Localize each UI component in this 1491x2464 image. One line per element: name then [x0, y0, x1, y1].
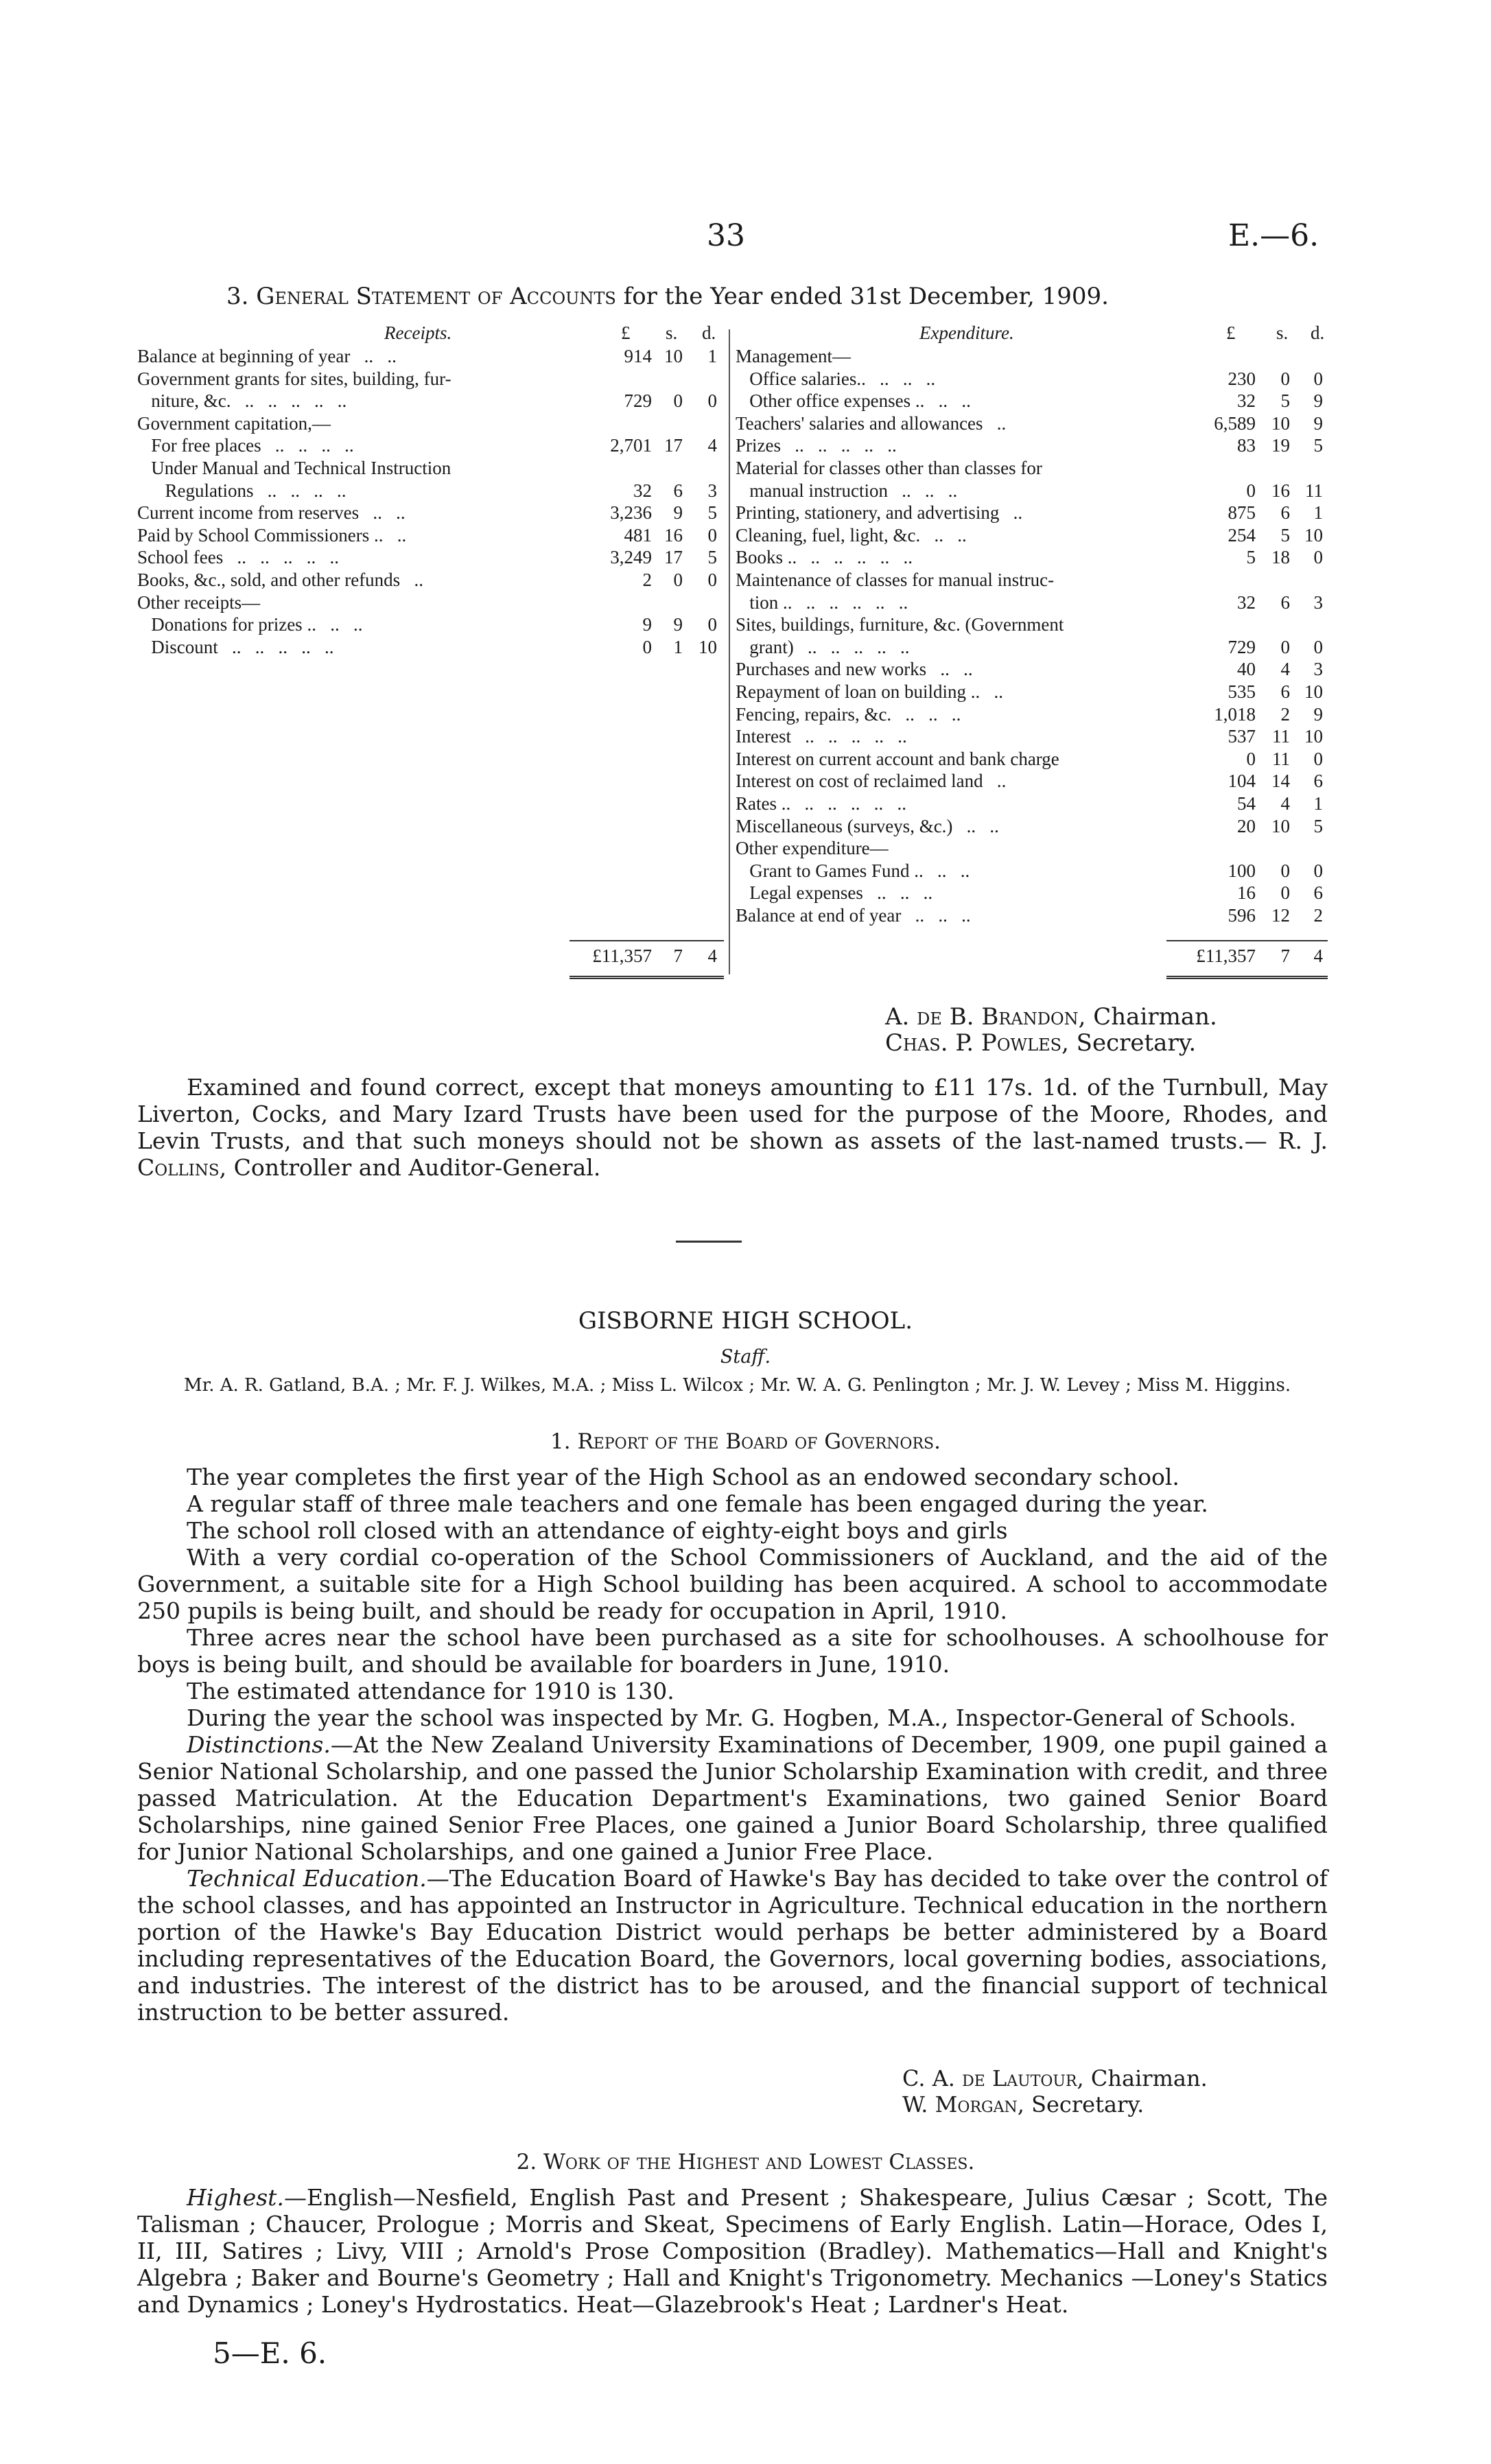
expenditure-pounds: 535	[1228, 681, 1256, 702]
expenditure-shillings: 4	[1280, 659, 1290, 680]
expenditure-shillings: 18	[1271, 547, 1290, 568]
report-body	[137, 1464, 1328, 2026]
school-secretary-name: W. Morgan	[902, 2091, 1018, 2117]
expenditure-pence: 6	[1313, 882, 1323, 904]
receipt-label: Government grants for sites, building, fur-	[137, 368, 451, 389]
expenditure-label: Interest .. .. .. .. ..	[736, 726, 907, 747]
receipts-total-rule-top	[570, 940, 724, 941]
receipts-total-rule-bottom	[570, 976, 724, 979]
expenditure-pounds: 0	[1246, 480, 1256, 501]
receipts-total-pence: 4	[707, 946, 717, 966]
expenditure-pence: 1	[1313, 793, 1323, 814]
highest-lead: Highest.	[187, 2184, 284, 2211]
expenditure-total-rule-bottom	[1166, 976, 1328, 979]
receipt-shillings: 9	[673, 502, 683, 524]
receipts-heading: Receipts.	[384, 322, 452, 343]
school-name: GISBORNE HIGH SCHOOL.	[578, 1307, 913, 1335]
expenditure-pence: 1	[1313, 502, 1323, 524]
expenditure-pence: 0	[1313, 748, 1323, 769]
expenditure-pounds: 54	[1237, 793, 1256, 814]
receipt-label: Discount .. .. .. .. ..	[137, 636, 334, 657]
expenditure-shillings: 14	[1271, 771, 1290, 792]
expenditure-label: Cleaning, fuel, light, &c. .. ..	[736, 524, 967, 545]
receipt-pounds: 32	[633, 480, 652, 501]
expenditure-shillings: 5	[1280, 390, 1290, 412]
expenditure-shillings: 6	[1280, 681, 1290, 702]
receipt-pence: 1	[707, 346, 717, 366]
expenditure-label: Purchases and new works .. ..	[736, 659, 973, 680]
receipt-label: Books, &c., sold, and other refunds ..	[137, 570, 423, 590]
expenditure-pence: 9	[1313, 703, 1323, 725]
work-heading: 2. Work of the Highest and Lowest Classes.	[516, 2150, 975, 2174]
receipt-pence: 0	[707, 390, 717, 412]
document-code: E.—6.	[1228, 218, 1319, 253]
expenditure-label: Interest on current account and bank charge	[736, 748, 1059, 769]
staff-list: Mr. A. R. Gatland, B.A. ; Mr. F. J. Wilkes, M.A. ; Miss L. Wilcox ; Mr. W. A. G. Penlington ; Mr. J. W. Levey ; Miss M. Higgins.	[184, 1375, 1291, 1396]
accounts-signature-chairman	[885, 1003, 1217, 1031]
report-paragraph: The school roll closed with an attendance of eighty-eight boys and girls	[187, 1517, 1008, 1544]
expenditure-pence: 0	[1313, 547, 1323, 568]
expenditure-pounds: 16	[1237, 882, 1256, 904]
highest-text: —English—Nesfield, English Past and Present ; Shakespeare, Julius Cæsar ; Scott, The Talisman ; Chaucer, Prologue ; Morris and Skeat, Specimens of Early English. Latin—Horace, Odes I, II, III, Satires ; Livy, VIII ; Arnold's Prose Composition (Bradley). Mathematics—Hall and Knight's Algebra ; Baker and Bourne's Geometry ; Hall and Knight's Trigonometry. Mechanics —Loney's Statics and Dynamics ; Loney's Hydrostatics. Heat—Glazebrook's Heat ; Lardner's Heat.	[137, 2184, 1328, 2318]
expenditure-label: Teachers' salaries and allowances ..	[736, 412, 1007, 434]
receipt-label: Regulations .. .. .. ..	[137, 480, 347, 501]
receipts-pounds-head: £	[621, 322, 631, 343]
expenditure-shillings: 0	[1280, 368, 1290, 389]
expenditure-shillings: 0	[1280, 860, 1290, 881]
receipt-pence: 0	[707, 570, 717, 590]
section-divider	[676, 1241, 742, 1243]
expenditure-label: Balance at end of year .. .. ..	[736, 905, 971, 926]
expenditure-pounds: 729	[1228, 636, 1256, 657]
expenditure-shillings: 10	[1271, 815, 1290, 836]
expenditure-label: Repayment of loan on building .. ..	[736, 681, 1003, 702]
expenditure-total-rule-top	[1166, 940, 1328, 941]
receipt-shillings: 0	[673, 570, 683, 590]
expenditure-shillings: 6	[1280, 502, 1290, 524]
accounts-title-prefix: 3. General Statement of Accounts	[226, 283, 616, 310]
expenditure-pence: 6	[1313, 771, 1323, 792]
receipts-total-pounds: £11,357	[592, 946, 652, 966]
expenditure-shillings: 0	[1280, 636, 1290, 657]
receipt-pence: 10	[698, 636, 717, 657]
accounts-secretary-name: Chas. P. Powles	[885, 1029, 1062, 1057]
auditor-role: , Controller and Auditor-General.	[219, 1154, 601, 1181]
page-number: 33	[707, 218, 745, 253]
receipt-shillings: 17	[664, 435, 683, 456]
accounts-table	[0, 0, 1491, 1029]
column-divider	[729, 329, 730, 974]
receipt-pounds: 3,236	[610, 502, 652, 524]
receipt-pence: 5	[707, 502, 717, 524]
expenditure-shillings: 5	[1280, 524, 1290, 545]
expenditure-label: Rates .. .. .. .. .. ..	[736, 793, 906, 814]
expenditure-shillings: 6	[1280, 591, 1290, 613]
expenditure-pounds: 537	[1228, 726, 1256, 747]
auditor-name: R. J. Collins	[137, 1127, 1328, 1181]
expenditure-label: Sites, buildings, furniture, &c. (Government	[736, 614, 1064, 635]
expenditure-pounds: 5	[1246, 547, 1256, 568]
expenditure-shillings: 16	[1271, 480, 1290, 501]
receipt-pounds: 2	[642, 570, 652, 590]
expenditure-shillings: 0	[1280, 882, 1290, 904]
expenditure-shillings: 4	[1280, 793, 1290, 814]
receipt-shillings: 0	[673, 390, 683, 412]
expenditure-pence: 3	[1313, 591, 1323, 613]
expenditure-label: Maintenance of classes for manual instruc-	[736, 570, 1055, 590]
audit-note-text: Examined and found correct, except that moneys amounting to £11 17s. 1d. of the Turnbull, May Liverton, Cocks, and Mary Izard Trusts have been used for the purpose of the Moore, Rhodes, and Levin Trusts, and that such moneys should not be shown as assets of the last-named trusts.—	[137, 1074, 1328, 1154]
expenditure-pence: 3	[1313, 659, 1323, 680]
receipt-shillings: 10	[664, 346, 683, 366]
expenditure-pounds: 104	[1228, 771, 1256, 792]
expenditure-pounds: 596	[1228, 905, 1256, 926]
receipt-pence: 0	[707, 614, 717, 635]
expenditure-pounds: 0	[1246, 748, 1256, 769]
expenditure-shillings: 10	[1271, 412, 1290, 434]
report-paragraph: Three acres near the school have been purchased as a site for schoolhouses. A schoolhouse for boys is being built, and should be available for boarders in June, 1910.	[137, 1624, 1328, 1678]
expenditure-total-pounds: £11,357	[1196, 946, 1256, 966]
expenditure-shillings: 19	[1271, 435, 1290, 456]
expenditure-pence: 0	[1313, 368, 1323, 389]
expenditure-pence: 2	[1313, 905, 1323, 926]
expenditure-pence: 0	[1313, 860, 1323, 881]
expenditure-pence: 0	[1313, 636, 1323, 657]
expenditure-pounds: 32	[1237, 390, 1256, 412]
receipt-pence: 0	[707, 524, 717, 545]
expenditure-label: Prizes .. .. .. .. ..	[736, 435, 897, 456]
school-chairman-role: , Chairman.	[1077, 2065, 1208, 2091]
receipt-label: Paid by School Commissioners .. ..	[137, 524, 407, 545]
school-secretary-role: , Secretary.	[1017, 2091, 1144, 2117]
expenditure-pounds: 1,018	[1214, 703, 1256, 725]
receipt-shillings: 16	[664, 524, 683, 545]
expenditure-pounds: 32	[1237, 591, 1256, 613]
expenditure-label: Other office expenses .. .. ..	[736, 390, 971, 412]
expenditure-heading: Expenditure.	[919, 322, 1014, 343]
receipt-shillings: 1	[673, 636, 683, 657]
technical-lead: Technical Education.	[187, 1865, 427, 1892]
receipt-label: niture, &c. .. .. .. .. ..	[137, 390, 347, 412]
accounts-chairman-role: , Chairman.	[1078, 1003, 1217, 1031]
school-chairman-name: C. A. de Lautour	[902, 2065, 1077, 2091]
receipt-pence: 3	[707, 480, 717, 501]
expenditure-label: Other expenditure—	[736, 838, 889, 859]
report-paragraph: With a very cordial co-operation of the School Commissioners of Auckland, and the aid of the Government, a suitable site for a High School building has been acquired. A school to accommodate 250 pupils is being built, and should be ready for occupation in April, 1910.	[137, 1544, 1328, 1624]
expenditure-label: Office salaries.. .. .. ..	[736, 368, 936, 389]
receipt-label: Government capitation,—	[137, 412, 331, 434]
expenditure-shillings: 2	[1280, 703, 1290, 725]
report-paragraph: The estimated attendance for 1910 is 130.	[187, 1678, 674, 1704]
receipt-pounds: 0	[642, 636, 652, 657]
expenditure-pounds-head: £	[1226, 322, 1236, 343]
receipt-shillings: 6	[673, 480, 683, 501]
expenditure-label: tion .. .. .. .. .. ..	[736, 591, 908, 613]
expenditure-shillings: 12	[1271, 905, 1290, 926]
expenditure-pounds: 254	[1228, 524, 1256, 545]
receipt-pence: 4	[707, 435, 717, 456]
signature-mark: 5—E. 6.	[213, 2336, 327, 2370]
expenditure-label: Books .. .. .. .. .. ..	[736, 547, 913, 568]
expenditure-label: manual instruction .. .. ..	[736, 480, 958, 501]
receipt-pounds: 481	[624, 524, 652, 545]
technical-text: —The Education Board of Hawke's Bay has decided to take over the control of the school classes, and has appointed an Instructor in Agriculture. Technical education in the northern portion of the Hawke's Bay Education District would perhaps be better administered by a Board including representatives of the Education Board, the Governors, local governing bodies, associations, and industries. The interest of the district has to be aroused, and the financial support of technical instruction to be better assured.	[137, 1865, 1328, 2026]
distinctions-paragraph	[137, 1731, 1328, 1865]
expenditure-label: Interest on cost of reclaimed land ..	[736, 771, 1007, 792]
accounts-title-suffix: for the Year ended 31st December, 1909.	[623, 283, 1109, 310]
expenditure-pence: 10	[1304, 726, 1323, 747]
report-paragraph: During the year the school was inspected by Mr. G. Hogben, M.A., Inspector-General of Schools.	[187, 1704, 1296, 1731]
receipts-shillings-head: s.	[666, 322, 678, 343]
expenditure-total-pence: 4	[1313, 946, 1323, 966]
school-signature-secretary	[902, 2091, 1144, 2117]
expenditure-pence: 11	[1305, 480, 1323, 501]
receipt-label: School fees .. .. .. .. ..	[137, 547, 339, 568]
expenditure-shillings-head: s.	[1276, 322, 1289, 343]
expenditure-label: Legal expenses .. .. ..	[736, 882, 933, 904]
receipts-pence-head: d.	[702, 322, 716, 343]
expenditure-pence-head: d.	[1311, 322, 1325, 343]
expenditure-label: Management—	[736, 346, 851, 366]
expenditure-pence: 10	[1304, 681, 1323, 702]
receipts-total-shillings: 7	[673, 946, 683, 966]
expenditure-pence: 10	[1304, 524, 1323, 545]
report-paragraph: The year completes the first year of the High School as an endowed secondary school.	[187, 1464, 1179, 1490]
report-heading: 1. Report of the Board of Governors.	[550, 1429, 941, 1454]
expenditure-pounds: 100	[1228, 860, 1256, 881]
distinctions-lead: Distinctions.	[187, 1731, 331, 1758]
technical-paragraph	[137, 1865, 1328, 2026]
receipt-label: Balance at beginning of year .. ..	[137, 346, 397, 366]
expenditure-pounds: 83	[1237, 435, 1256, 456]
expenditure-shillings: 11	[1272, 748, 1290, 769]
accounts-signature-secretary	[885, 1029, 1196, 1057]
receipt-shillings: 17	[664, 547, 683, 568]
expenditure-label: Miscellaneous (surveys, &c.) .. ..	[736, 815, 999, 836]
expenditure-pounds: 6,589	[1214, 412, 1256, 434]
expenditure-pence: 9	[1313, 390, 1323, 412]
expenditure-label: Printing, stationery, and advertising ..	[736, 502, 1023, 524]
expenditure-shillings: 11	[1272, 726, 1290, 747]
accounts-chairman-name: A. de B. Brandon	[885, 1003, 1079, 1031]
receipt-label: For free places .. .. .. ..	[137, 435, 354, 456]
receipt-pounds: 2,701	[610, 435, 652, 456]
expenditure-pence: 5	[1313, 435, 1323, 456]
highest-paragraph	[137, 2184, 1328, 2318]
expenditure-label: Fencing, repairs, &c. .. .. ..	[736, 703, 961, 725]
expenditure-pounds: 40	[1237, 659, 1256, 680]
report-paragraph: A regular staff of three male teachers and one female has been engaged during the year.	[187, 1490, 1208, 1517]
expenditure-total-shillings: 7	[1280, 946, 1290, 966]
receipt-pounds: 3,249	[610, 547, 652, 568]
expenditure-pounds: 230	[1228, 368, 1256, 389]
receipt-pounds: 914	[624, 346, 652, 366]
expenditure-label: Grant to Games Fund .. .. ..	[736, 860, 970, 881]
distinctions-text: —At the New Zealand University Examinations of December, 1909, one pupil gained a Senior National Scholarship, and one passed the Junior Scholarship Examination with credit, and three passed Matriculation. At the Education Department's Examinations, two gained Senior Board Scholarships, nine gained Senior Free Places, one gained a Junior Board Scholarship, three qualified for Junior National Scholarships, and one gained a Junior Free Place.	[137, 1731, 1328, 1865]
expenditure-label: grant) .. .. .. .. ..	[736, 636, 910, 657]
expenditure-pounds: 875	[1228, 502, 1256, 524]
expenditure-pence: 5	[1313, 815, 1323, 836]
receipt-label: Current income from reserves .. ..	[137, 502, 406, 524]
receipt-label: Donations for prizes .. .. ..	[137, 614, 363, 635]
expenditure-pence: 9	[1313, 412, 1323, 434]
receipt-shillings: 9	[673, 614, 683, 635]
audit-note	[137, 1074, 1328, 1181]
receipt-pounds: 729	[624, 390, 652, 412]
expenditure-label: Material for classes other than classes for	[736, 458, 1042, 478]
accounts-secretary-role: , Secretary.	[1061, 1029, 1197, 1057]
receipt-label: Other receipts—	[137, 591, 261, 613]
receipt-pence: 5	[707, 547, 717, 568]
school-signature-chairman	[902, 2065, 1208, 2091]
expenditure-pounds: 20	[1237, 815, 1256, 836]
staff-heading: Staff.	[720, 1346, 771, 1368]
receipt-label: Under Manual and Technical Instruction	[137, 458, 451, 478]
receipt-pounds: 9	[642, 614, 652, 635]
